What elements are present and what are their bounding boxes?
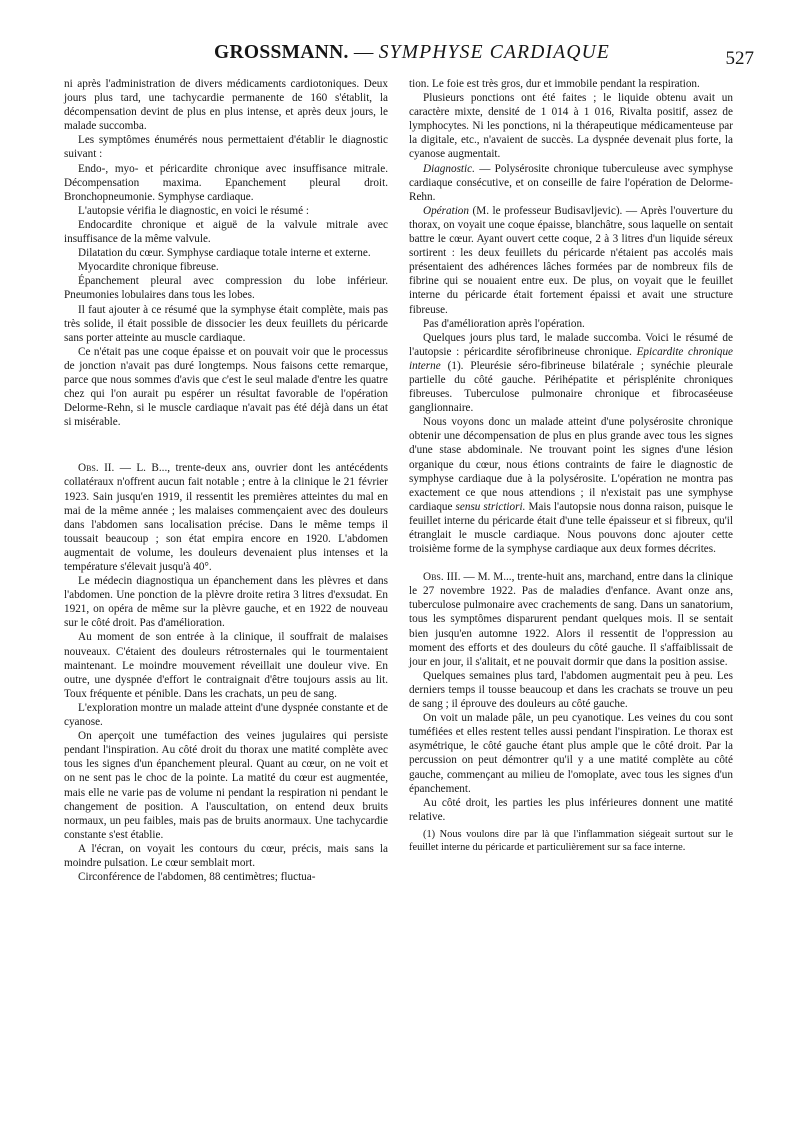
running-title-author: GROSSMANN. xyxy=(214,42,349,63)
paragraph xyxy=(409,331,733,416)
paragraph: Myocardite chronique fibreuse. xyxy=(78,261,219,274)
paragraph: Quelques semaines plus tard, l'abdomen augmentait peu à peu. Les derniers temps il tousse beaucoup et dans les crachats se trouve un peu de sang ; il éprouve des douleurs au côté gauche. xyxy=(409,669,733,711)
page-number: 527 xyxy=(725,48,754,69)
section-label: Opération xyxy=(423,204,469,217)
paragraph-text: Quelques jours plus tard, le malade succomba. Voici le résumé de l'autopsie : péricardite sérofibrineuse chronique. xyxy=(409,331,733,358)
observation-label: Obs. II. xyxy=(78,462,115,475)
paragraph-text: Mais l'autopsie nous donna raison, puisque le feuillet interne du péricarde était d'une telle épaisseur et si fibreux, qu'il étranglait le muscle cardiaque. Nous pouvons donc ajouter cette troisième forme de la symphyse cardiaque aux deux formes décrites. xyxy=(409,500,733,556)
section-label: Diagnostic. xyxy=(423,162,475,175)
right-column xyxy=(409,77,733,854)
running-title-dash: — xyxy=(348,42,379,63)
observation-text: — M. M..., trente-huit ans, marchand, entre dans la clinique le 27 novembre 1922. Pas de maladies d'enfance. Avant onze ans, tuberculose pulmonaire avec crachements de sang. Dans un sanatorium, tous les symptômes disparurent pendant quelques mois. Il se sentait bien jusqu'en automne 1922. Alors il ressentit de l'oppression au moment des efforts et des douleurs du côté gauche. Il s'affaiblissait de jour en jour, il s'alitait, et ne pouvait dormir que dans la position assise. xyxy=(409,571,733,668)
paragraph: Épanchement pleural avec compression du lobe inférieur. Pneumonies lobulaires dans tous les lobes. xyxy=(64,275,388,302)
paragraph-text: — Polysérosite chronique tuberculeuse avec symphyse cardiaque consécutive, et on conseille de faire l'opération de Delorme-Rehn. xyxy=(409,162,733,203)
paragraph-text: (1). Pleurésie séro-fibrineuse bilatérale ; synéchie pleurale partielle du côté gauche. Périhépatite et périsplénite chroniques fibreuses. Tuberculose pulmonaire chronique et fibrocaséeuse ganglionnaire. xyxy=(409,359,733,415)
running-title-subject: SYMPHYSE CARDIAQUE xyxy=(378,42,611,63)
paragraph: L'exploration montre un malade atteint d'une dyspnée constante et de cyanose. xyxy=(64,701,388,729)
observation-paragraph xyxy=(64,461,388,574)
paragraph-text: Nous voyons donc un malade atteint d'une polysérosite chronique obtenir une décompensation de plus en plus grande avec tous les signes d'une stase abdominale. Ne trouvant point les signes d'une lésion organique du cœur, nous étions contraints de faire le diagnostic de symphyse cardiaque due à la polysérosite. L'opération ne montra pas exactement ce que nous attendions ; il n'existait pas une symphyse cardiaque xyxy=(409,416,733,513)
paragraph: Le médecin diagnostiqua un épanchement dans les plèvres et dans l'abdomen. Une ponction de la plèvre droite retira 3 litres d'exsudat. En 1921, on opéra de même sur la plèvre gauche, et en 1922 de nouveau sur le côté droit. Pas d'amélioration. xyxy=(64,575,388,630)
page-header xyxy=(64,42,754,72)
paragraph: Ce n'était pas une coque épaisse et on pouvait voir que le processus de jonction n'avait pas duré longtemps. Nous faisons cette remarque, parce que nous sommes d'avis que c'est le seul malade d'entre les quatre chez qui l'on aurait pu espérer un résultat favorable de l'opération Delorme-Rehn, si le muscle cardiaque n'avait pas été déjà dans un état si misérable. xyxy=(64,345,388,429)
paragraph: Circonférence de l'abdomen, 88 centimètres; fluctua- xyxy=(78,871,316,884)
paragraph: Au moment de son entrée à la clinique, il souffrait de malaises nouveaux. C'étaient des douleurs rétrosternales qui le tourmentaient maintenant. Le moindre mouvement réveillait une douleur vive. En outre, une dyspnée d'effort le contraignait d'être toujours assis au lit. Toux fréquente et pénible. Dans les crachats, un peu de sang. xyxy=(64,631,388,700)
observation-text: — L. B..., trente-deux ans, ouvrier dont les antécédents collatéraux n'offrent aucun fait notable ; entre à la clinique le 21 février 1923. Sain jusqu'en 1919, il ressentit les premières atteintes du mal en mai de la même année ; les malaises commençaient avec des douleurs dans l'abdomen sans localisation précise. Dans le même temps il toussait beaucoup ; son état empira encore en 1920. L'abdomen augmentait de volume, les douleurs devenaient plus intenses et la température s'élevait jusqu'à 40°. xyxy=(64,462,388,573)
paragraph xyxy=(409,162,733,204)
paragraph xyxy=(409,415,733,556)
paragraph: Endo-, myo- et péricardite chronique avec insuffisance mitrale. Décompensation maxima. Epanchement pleural droit. Bronchopneumonie. Symphyse cardiaque. xyxy=(64,162,388,203)
paragraph: Pas d'amélioration après l'opération. xyxy=(423,317,585,330)
paragraph: ni après l'administration de divers médicaments cardiotoniques. Deux jours plus tard, une tachycardie permanente de 160 s'établit, la décompensation devint de plus en plus intense, et après deux jours, le malade succomba. xyxy=(64,78,388,133)
italic-term: sensu strictiori. xyxy=(455,500,526,513)
italic-term: Epicardite chronique interne xyxy=(409,345,733,372)
footnote: (1) Nous voulons dire par là que l'inflammation siégeait surtout sur le feuillet interne du péricarde et particulièrement sur sa face interne. xyxy=(409,828,733,853)
paragraph: A l'écran, on voyait les contours du cœur, précis, mais sans la moindre pulsation. Le cœur semblait mort. xyxy=(64,842,388,869)
paragraph: On voit un malade pâle, un peu cyanotique. Les veines du cou sont tuméfiées et elles restent telles aussi pendant l'inspiration. Le thorax est asymétrique, le côté gauche étant plus ample que le côté droit. Par la percussion on peut démontrer qu'il y a une matité complète au côté gauche, commençant au milieu de l'omoplate, avec tous les signes d'un épanchement. xyxy=(409,712,733,795)
paragraph: Il faut ajouter à ce résumé que la symphyse était complète, mais pas très solide, il était possible de dissocier les deux feuillets du péricarde sans porter atteinte au muscle cardiaque. xyxy=(64,303,388,344)
paragraph xyxy=(409,204,733,317)
paragraph-text: (M. le professeur Budisavljevic). — Après l'ouverture du thorax, on voyait une coque épaisse, blanchâtre, sous laquelle on sentait battre le cœur. Ayant ouvert cette coque, 2 à 3 litres d'un liquide séreux sortirent : les deux feuillets du péricarde n'étaient pas accolés mais présentaient des adhérences lâches formées par de nombreux fils de fibrine qui se nouaient entre eux. De plus, on voyait que le feuillet interne du péricarde était fortement épaissi et avait une structure fibreuse. xyxy=(409,204,733,316)
paragraph: On aperçoit une tuméfaction des veines jugulaires qui persiste pendant l'inspiration. Au côté droit du thorax une matité complète avec tous les signes d'un épanchement pleural. Quant au cœur, on ne voit et on ne sent pas le choc de la pointe. La matité du cœur est augmentée, mais elle ne varie pas de volume ni pendant la respiration ni pendant le changement de position. A l'auscultation, on entend deux bruits normaux, un peu faibles, mais pas de bruits anormaux. Une tachycardie constante s'est établie. xyxy=(64,730,388,841)
observation-paragraph xyxy=(409,570,733,669)
paragraph: L'autopsie vérifia le diagnostic, en voici le résumé : xyxy=(78,204,309,217)
paragraph: tion. Le foie est très gros, dur et immobile pendant la respiration. xyxy=(409,78,700,90)
paragraph: Au côté droit, les parties les plus inférieures donnent une matité relative. xyxy=(409,796,733,823)
paragraph: Endocardite chronique et aiguë de la valvule mitrale avec insuffisance de la même valvule. xyxy=(64,218,388,246)
running-title xyxy=(214,42,610,64)
paragraph: Plusieurs ponctions ont été faites ; le liquide obtenu avait un caractère mixte, densité de 1 014 à 1 016, Rivalta positif, assez de lymphocytes. Ni les ponctions, ni la thérapeutique médicamenteuse par la digitale, etc., n'avaient de succès. La dyspnée devenait plus forte, la cyanose augmentait. xyxy=(409,92,733,161)
paragraph: Dilatation du cœur. Symphyse cardiaque totale interne et externe. xyxy=(78,247,371,260)
observation-label: Obs. III. xyxy=(423,571,461,584)
paragraph: Les symptômes énumérés nous permettaient d'établir le diagnostic suivant : xyxy=(64,134,388,161)
left-column xyxy=(64,77,388,884)
